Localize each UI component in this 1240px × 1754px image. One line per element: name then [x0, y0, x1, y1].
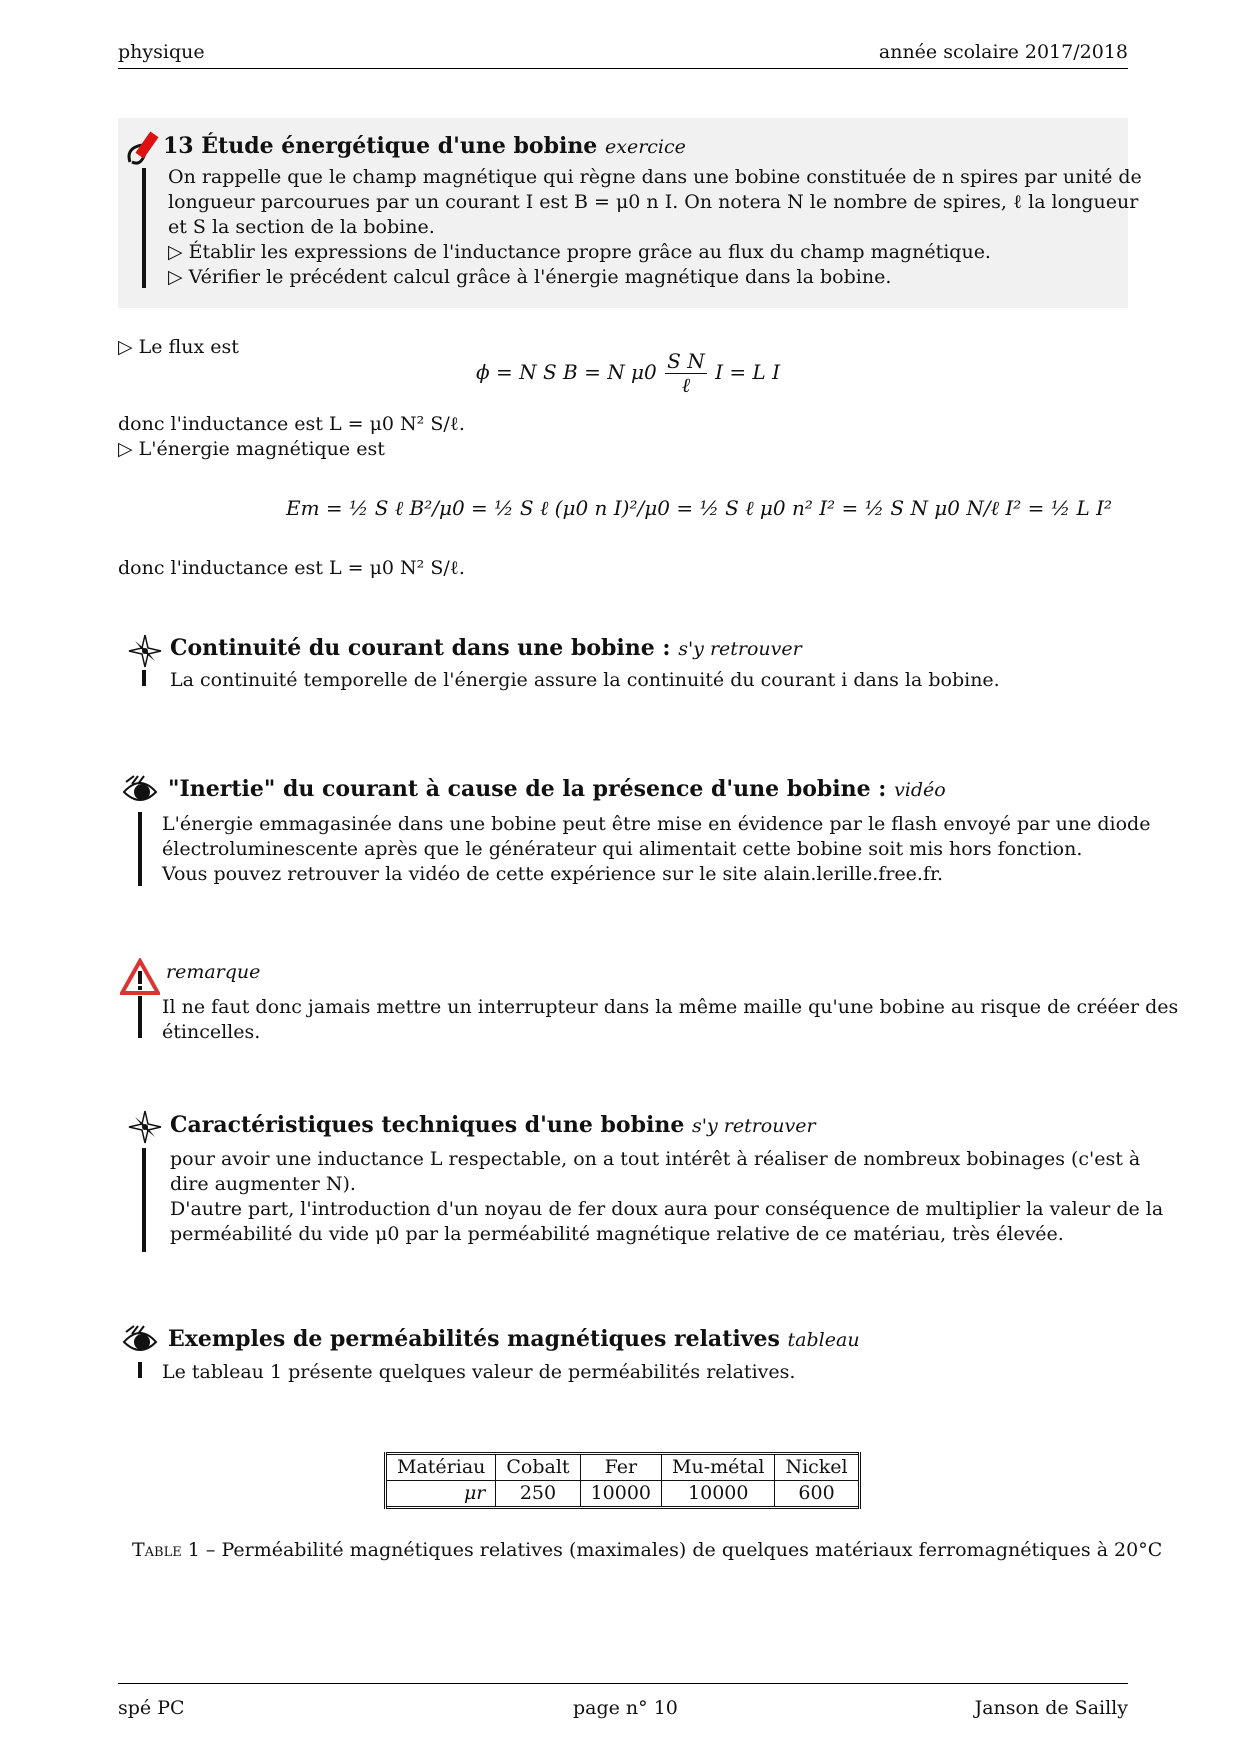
section-examples-bar [138, 1362, 142, 1378]
energy-equation: Em = ½ S ℓ B²/μ0 = ½ S ℓ (μ0 n I)²/μ0 = ½ S ℓ μ0 n² I² = ½ S N μ0 N/ℓ I² = ½ L I² [286, 496, 1113, 520]
compass-icon [128, 634, 162, 668]
exercise-title: 13 Étude énergétique d'une bobine exercice [163, 133, 686, 159]
table-cell: μr [386, 1480, 496, 1507]
section-characteristics-bar [142, 1148, 146, 1252]
section-characteristics-line-1: pour avoir une inductance L respectable, on a tout intérêt à réaliser de nombreux bobinages (c'est à [170, 1148, 1141, 1170]
page-footer [118, 1683, 1128, 1726]
table-cell: 250 [496, 1480, 580, 1507]
remark-bar [138, 996, 142, 1038]
exercise-line-1: On rappelle que le champ magnétique qui règne dans une bobine constituée de n spires par unité de [168, 166, 1142, 188]
header-subject: physique [118, 41, 205, 63]
table-header-cell: Matériau [386, 1454, 496, 1481]
table-cell: 600 [775, 1480, 859, 1507]
remark-line-2: étincelles. [162, 1021, 261, 1043]
section-inertia-title: "Inertie" du courant à cause de la présence d'une bobine : vidéo [168, 776, 946, 802]
section-characteristics-line-3: D'autre part, l'introduction d'un noyau de fer doux aura pour conséquence de multiplier la valeur de la [170, 1198, 1164, 1220]
page-header [118, 40, 1128, 69]
table-caption-label: Table 1 [132, 1539, 200, 1561]
header-year: année scolaire 2017/2018 [878, 41, 1128, 63]
table-caption [132, 1538, 1162, 1564]
section-continuity-line: La continuité temporelle de l'énergie assure la continuité du courant i dans la bobine. [170, 669, 1000, 691]
table-caption-text: – Perméabilité magnétiques relatives (maximales) de quelques matériaux ferromagnétiques à 20°C [199, 1539, 1163, 1561]
table-row [386, 1480, 860, 1507]
eye-icon [122, 772, 158, 810]
remark-line-1: Il ne faut donc jamais mettre un interrupteur dans la même maille qu'une bobine au risque de crééer des [162, 996, 1179, 1018]
table-header-cell: Fer [580, 1454, 661, 1481]
footer-class: spé PC [118, 1697, 185, 1719]
section-inertia-line-2: électroluminescente après que le générateur qui alimentait cette bobine soit mis hors fonction. [162, 838, 1083, 860]
exercise-bullet-2: ▷ Vérifier le précédent calcul grâce à l'énergie magnétique dans la bobine. [168, 266, 892, 288]
exercise-bullet-1: ▷ Établir les expressions de l'inductance propre grâce au flux du champ magnétique. [168, 241, 991, 263]
exercise-bar [142, 168, 146, 288]
table-header-cell: Nickel [775, 1454, 859, 1481]
footer-school: Janson de Sailly [974, 1697, 1128, 1719]
table-header-cell: Cobalt [496, 1454, 580, 1481]
exercise-line-3: et S la section de la bobine. [168, 216, 435, 238]
table-cell: 10000 [580, 1480, 661, 1507]
exercise-line-2: longueur parcourues par un courant I est B = μ0 n I. On notera N le nombre de spires, ℓ la longueur [168, 191, 1139, 213]
permeability-table [384, 1452, 861, 1509]
section-characteristics-line-2: dire augmenter N). [170, 1173, 356, 1195]
table-header-cell: Mu-métal [662, 1454, 775, 1481]
section-characteristics-title: Caractéristiques techniques d'une bobine s'y retrouver [170, 1112, 816, 1138]
inductance-result-2: donc l'inductance est L = μ0 N² S/ℓ. [118, 557, 465, 579]
flux-intro: ▷ Le flux est [118, 336, 239, 358]
flux-equation: ϕ = N S B = N μ0 $\frac{\text{S N}}{\text{ℓ}}$ I = L I [476, 349, 780, 397]
section-inertia-line-1: L'énergie emmagasinée dans une bobine peut être mise en évidence par le flash envoyé par une diode [162, 813, 1151, 835]
inductance-result-1: donc l'inductance est L = μ0 N² S/ℓ. [118, 413, 465, 435]
footer-page-number: page n° 10 [573, 1697, 678, 1719]
section-examples-line: Le tableau 1 présente quelques valeur de perméabilités relatives. [162, 1361, 796, 1383]
section-inertia-line-3: Vous pouvez retrouver la vidéo de cette expérience sur le site alain.lerille.free.fr. [162, 863, 944, 885]
section-characteristics-line-4: perméabilité du vide μ0 par la perméabilité magnétique relative de ce matériau, très élevée. [170, 1223, 1064, 1245]
section-inertia-bar [138, 812, 142, 886]
warning-icon [120, 958, 160, 996]
remark-title: remarque [166, 961, 261, 983]
table-header-row [386, 1454, 860, 1481]
pencil-icon [124, 128, 166, 168]
compass-icon [128, 1110, 162, 1144]
section-continuity-title: Continuité du courant dans une bobine : s'y retrouver [170, 635, 802, 661]
section-examples-title: Exemples de perméabilités magnétiques relatives tableau [168, 1326, 860, 1352]
section-continuity-bar [142, 670, 146, 686]
eye-icon [122, 1322, 158, 1360]
energy-intro: ▷ L'énergie magnétique est [118, 438, 385, 460]
table-cell: 10000 [662, 1480, 775, 1507]
